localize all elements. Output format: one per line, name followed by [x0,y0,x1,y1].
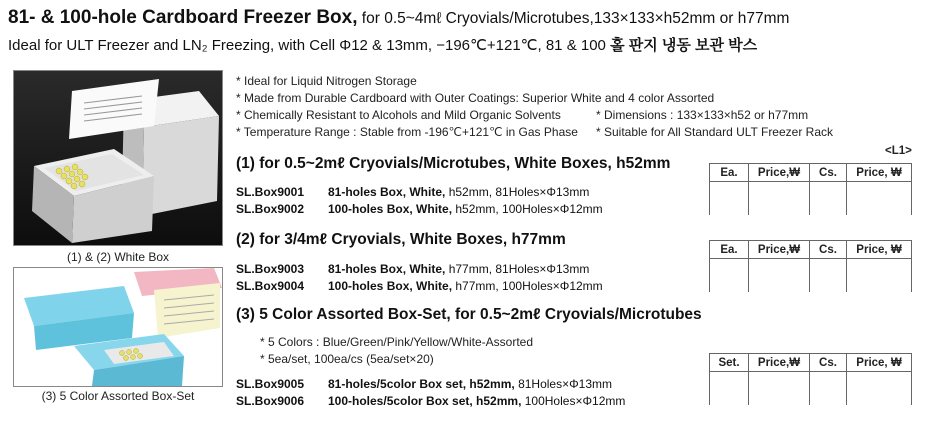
price-cell [749,259,810,293]
price-header: Price,₩ [749,241,810,259]
feature-item: * Suitable for All Standard ULT Freezer Rack [596,125,833,139]
table-reference: <L1> [885,145,912,157]
price-header: Ea. [710,241,749,259]
price-cell [847,259,912,293]
title-rest: for 0.5~4mℓ Cryovials/Microtubes,133×133×h52mm or h77mm [357,10,790,27]
product-row [236,377,612,391]
subtitle-en: Ideal for ULT Freezer and LN₂ Freezing, with Cell Φ12 & 13mm, −196℃+121℃, 81 & 100 [8,37,606,54]
product-spec: 81Holes×Φ13mm [514,377,613,391]
product-spec: 100Holes×Φ12mm [521,394,626,408]
price-cell [847,182,912,216]
feature-item: * Dimensions : 133×133×h52 or h77mm [596,108,809,122]
price-header: Price,₩ [749,354,810,372]
price-cell [749,182,810,216]
price-cell [810,372,847,406]
product-desc: 100-holes Box, White, [328,202,453,216]
product-desc: 81-holes Box, White, [328,262,446,276]
feature-item: * Temperature Range : Stable from -196℃+121℃ in Gas Phase [236,125,578,139]
product-code: SL.Box9003 [236,262,305,276]
price-header: Cs. [810,241,847,259]
price-cell [710,259,749,293]
price-table [709,240,912,292]
price-cell [710,182,749,216]
price-header: Price, ₩ [847,241,912,259]
price-cell [810,259,847,293]
price-header: Ea. [710,164,749,182]
product-row [236,279,603,293]
product-code: SL.Box9004 [236,279,305,293]
white-box-photo [13,70,223,246]
color-box-set-photo [13,267,223,387]
price-cell [810,182,847,216]
product-row [236,185,589,199]
feature-item: * Made from Durable Cardboard with Outer Coatings: Superior White and 4 color Assorted [236,91,715,105]
price-table [709,353,912,405]
price-header: Cs. [810,164,847,182]
section-note: * 5ea/set, 100ea/cs (5ea/set×20) [260,352,434,366]
caption-color-box-set: (3) 5 Color Assorted Box-Set [41,389,195,403]
product-spec: h52mm, 81Holes×Φ13mm [445,185,590,199]
product-desc: 100-holes/5color Box set, h52mm, [328,394,522,408]
section-title: (3) 5 Color Assorted Box-Set, for 0.5~2mℓ Cryovials/Microtubes [236,306,702,323]
product-code: SL.Box9001 [236,185,305,199]
caption-white-box: (1) & (2) White Box [66,250,170,264]
section-title: (2) for 3/4mℓ Cryovials, White Boxes, h77mm [236,231,566,248]
product-spec: h77mm, 100Holes×Φ12mm [452,279,603,293]
product-code: SL.Box9005 [236,377,305,391]
product-row [236,394,625,408]
price-cell [749,372,810,406]
product-spec: h77mm, 81Holes×Φ13mm [445,262,590,276]
page-title [8,6,789,29]
feature-item: * Ideal for Liquid Nitrogen Storage [236,74,417,88]
product-code: SL.Box9006 [236,394,305,408]
page-subtitle [8,34,757,55]
product-desc: 100-holes Box, White, [328,279,453,293]
product-spec: h52mm, 100Holes×Φ12mm [452,202,603,216]
price-table [709,163,912,215]
product-code: SL.Box9002 [236,202,305,216]
feature-item: * Chemically Resistant to Alcohols and Mild Organic Solvents [236,108,561,122]
product-row [236,262,589,276]
section-note: * 5 Colors : Blue/Green/Pink/Yellow/White-Assorted [260,335,534,349]
price-header: Cs. [810,354,847,372]
product-desc: 81-holes Box, White, [328,185,446,199]
section-title: (1) for 0.5~2mℓ Cryovials/Microtubes, White Boxes, h52mm [236,155,671,172]
product-desc: 81-holes/5color Box set, h52mm, [328,377,515,391]
price-cell [710,372,749,406]
price-header: Set. [710,354,749,372]
price-header: Price,₩ [749,164,810,182]
title-main: 81- & 100-hole Cardboard Freezer Box, [8,7,358,28]
product-row [236,202,603,216]
subtitle-kr: 홀 판지 냉동 보관 박스 [610,37,758,54]
price-cell [847,372,912,406]
price-header: Price, ₩ [847,164,912,182]
price-header: Price, ₩ [847,354,912,372]
